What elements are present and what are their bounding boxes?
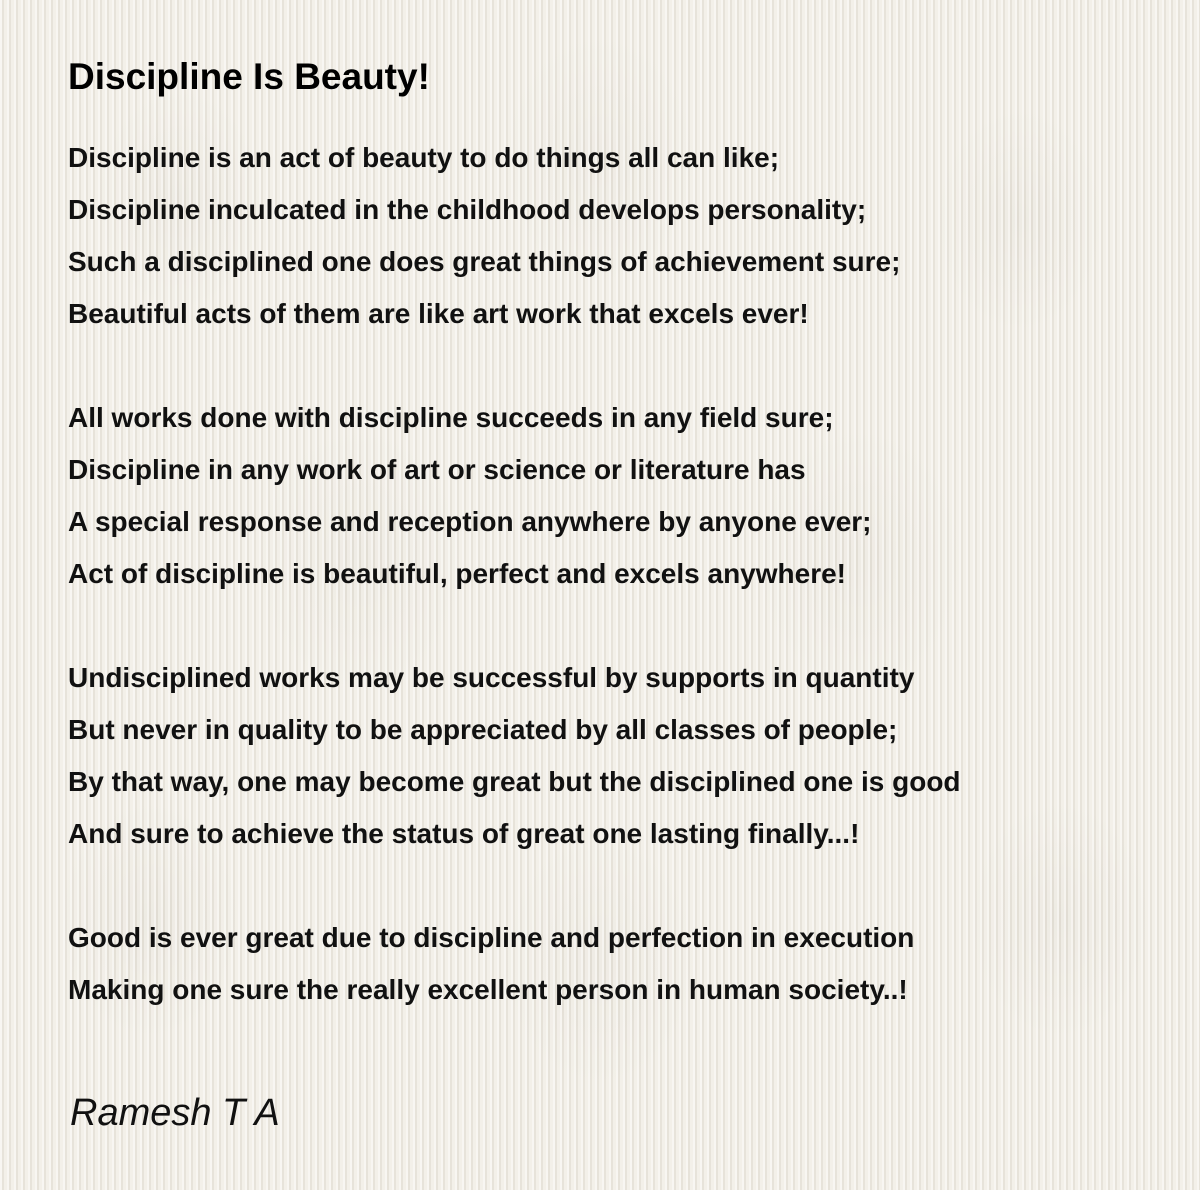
stanza-1 xyxy=(68,132,1178,340)
stanza-4 xyxy=(68,912,1178,1016)
poem-line: Such a disciplined one does great things of achievement sure; xyxy=(68,246,901,277)
poem-body xyxy=(68,132,1178,1016)
poem-line: Beautiful acts of them are like art work that excels ever! xyxy=(68,298,809,329)
poem-author: Ramesh T A xyxy=(70,1092,280,1134)
poem-card xyxy=(68,52,1178,1016)
poem-line: A special response and reception anywhere by anyone ever; xyxy=(68,506,872,537)
poem-line: Act of discipline is beautiful, perfect and excels anywhere! xyxy=(68,558,846,589)
poem-line: Making one sure the really excellent person in human society..! xyxy=(68,974,908,1005)
poem-line: Undisciplined works may be successful by supports in quantity xyxy=(68,662,915,693)
poem-line: And sure to achieve the status of great one lasting finally...! xyxy=(68,818,860,849)
poem-line: By that way, one may become great but the disciplined one is good xyxy=(68,766,961,797)
poem-line: Discipline in any work of art or science or literature has xyxy=(68,454,806,485)
poem-line: All works done with discipline succeeds in any field sure; xyxy=(68,402,834,433)
stanza-2 xyxy=(68,392,1178,600)
poem-line: But never in quality to be appreciated by all classes of people; xyxy=(68,714,898,745)
poem-line: Discipline is an act of beauty to do things all can like; xyxy=(68,142,780,173)
poem-line: Discipline inculcated in the childhood develops personality; xyxy=(68,194,867,225)
poem-title: Discipline Is Beauty! xyxy=(68,56,430,97)
poem-line: Good is ever great due to discipline and perfection in execution xyxy=(68,922,915,953)
stanza-3 xyxy=(68,652,1178,860)
